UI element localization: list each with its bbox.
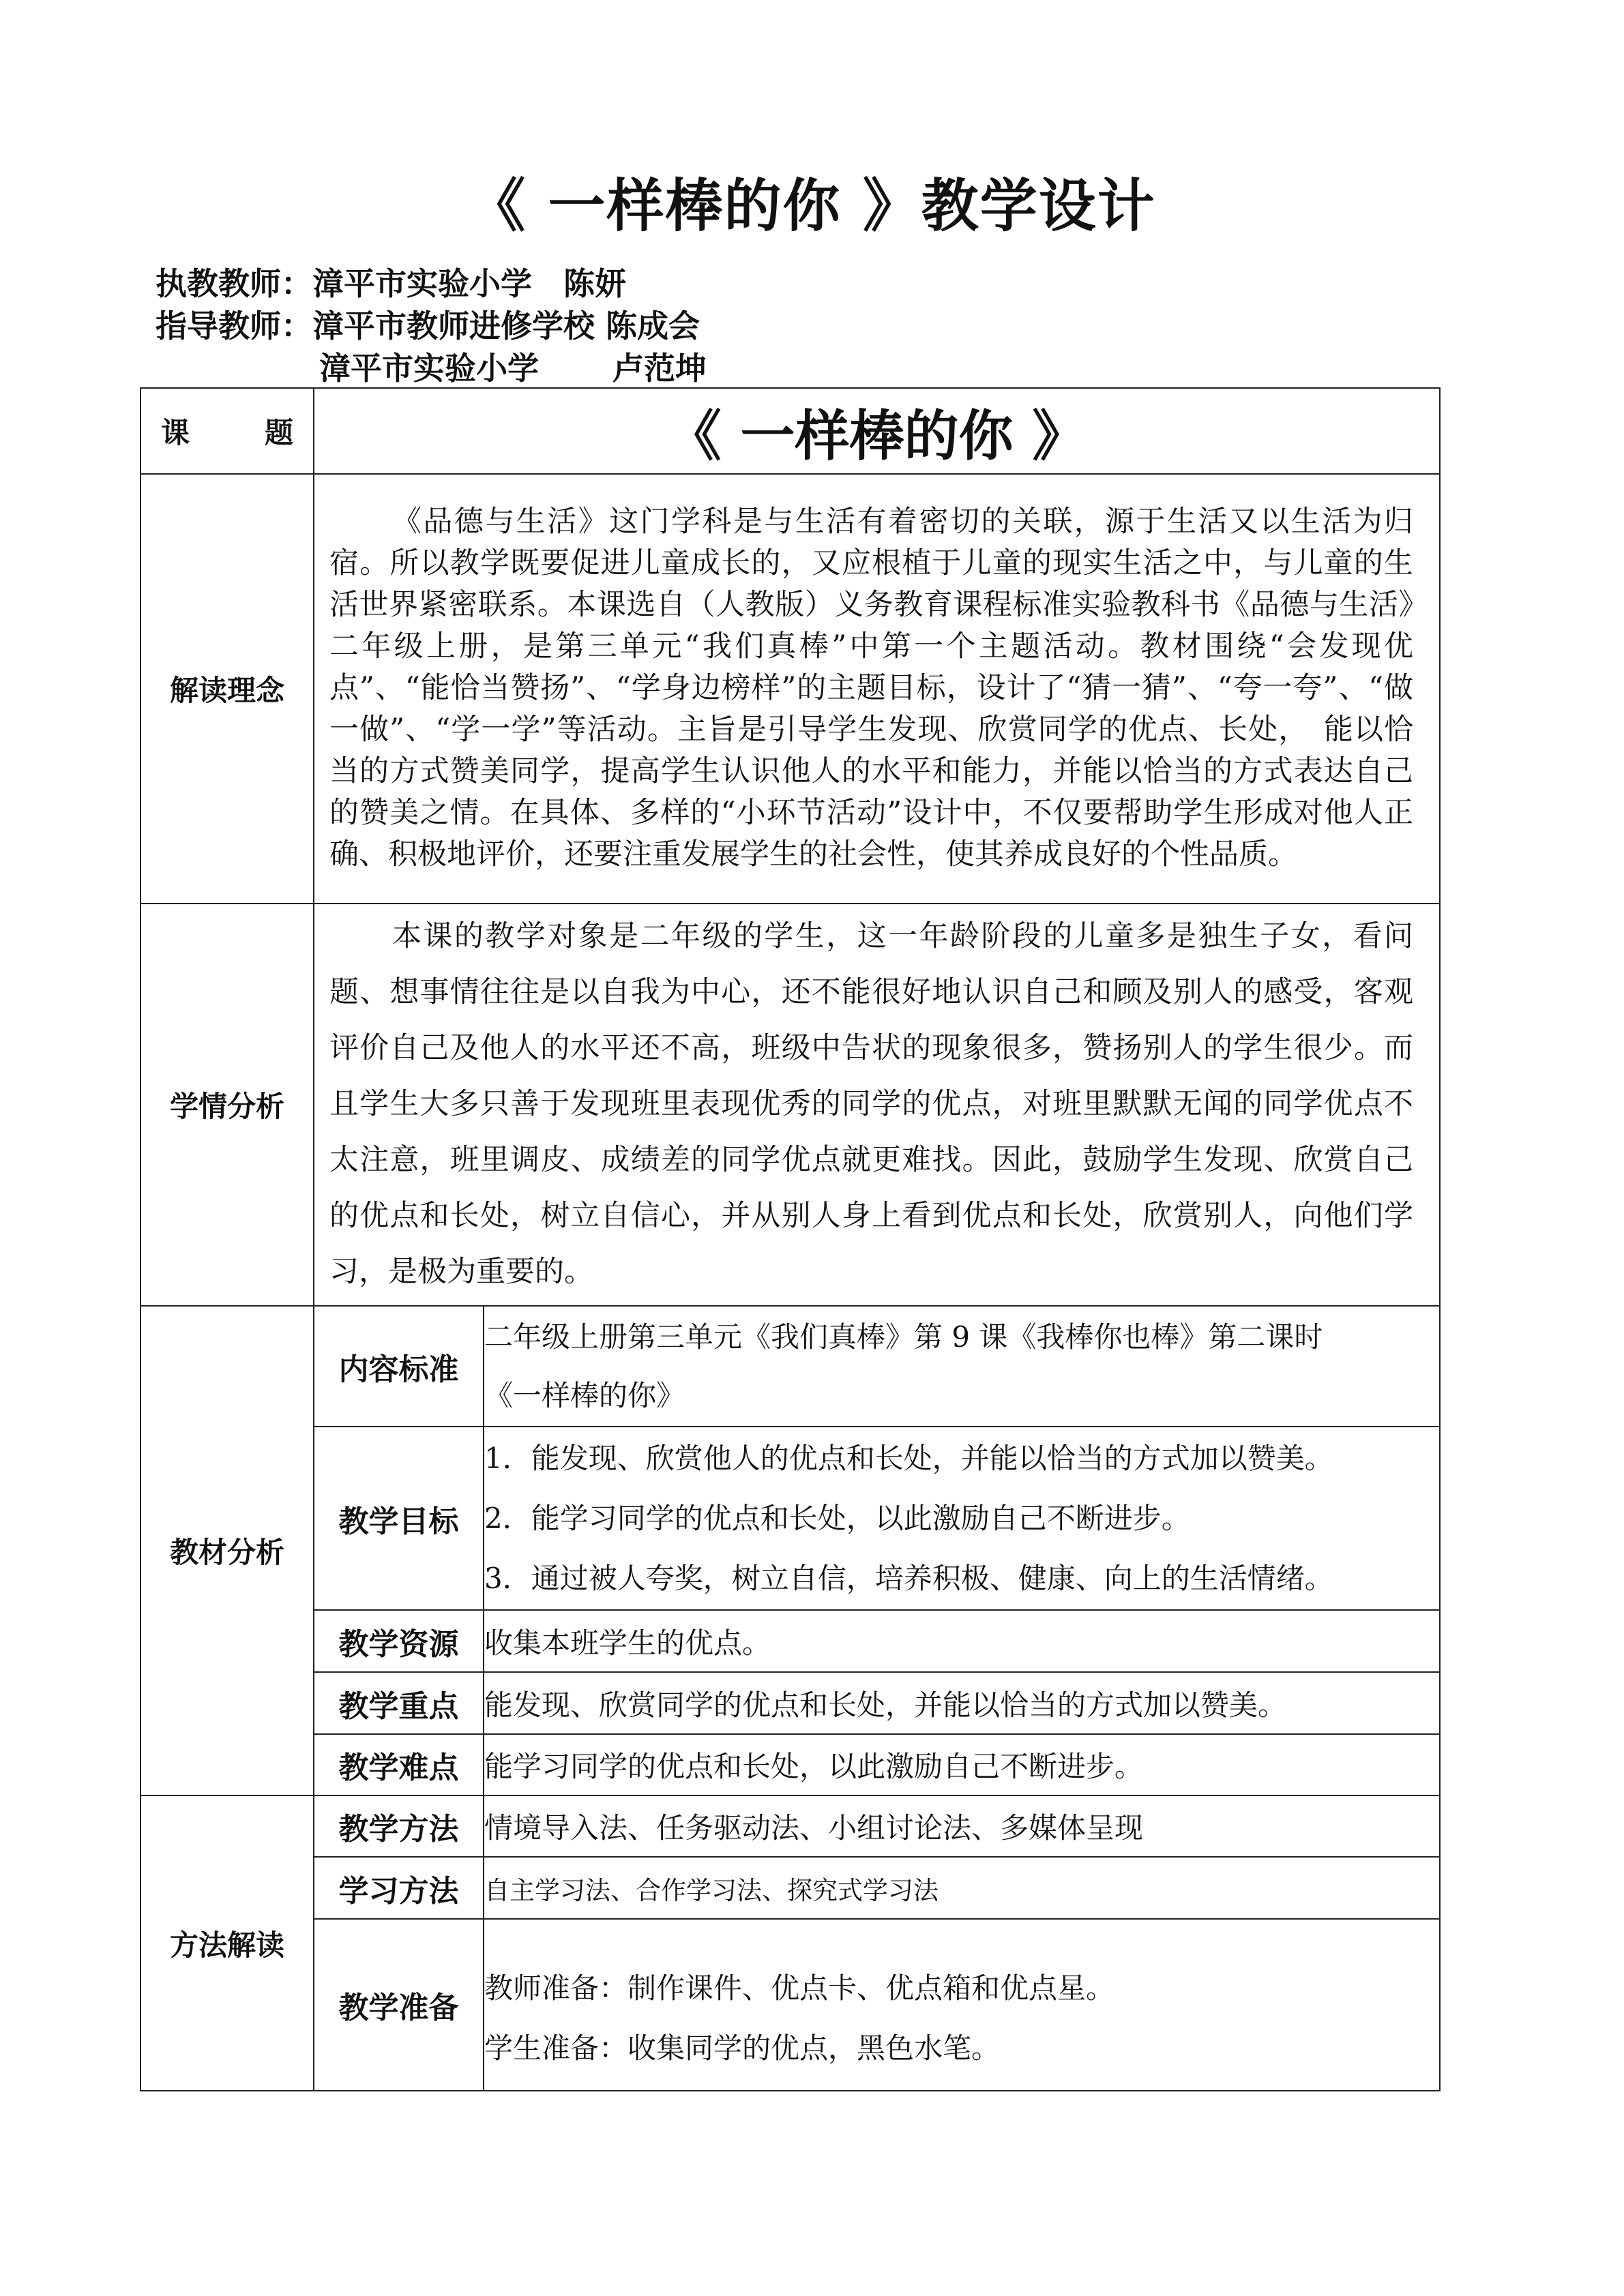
- material-label: 教材分析: [141, 1306, 314, 1795]
- teacher-label: 执教教师：: [156, 265, 312, 302]
- row-learning-method: [141, 1857, 1440, 1919]
- row-topic: [141, 388, 1440, 474]
- topic-value: 《 一样棒的你 》: [314, 388, 1440, 474]
- row-goals: [141, 1427, 1440, 1610]
- students-label: 学情分析: [141, 904, 314, 1306]
- philosophy-label: 解读理念: [141, 474, 314, 904]
- difficulty-label: 教学难点: [314, 1734, 484, 1795]
- difficulty-value: 能学习同学的优点和长处，以此激励自己不断进步。: [484, 1734, 1440, 1795]
- learning-method-label: 学习方法: [314, 1857, 484, 1919]
- row-resources: [141, 1610, 1440, 1672]
- teacher-line: [156, 259, 626, 304]
- teacher-value: 漳平市实验小学 陈妍: [312, 265, 626, 302]
- philosophy-cell: [314, 474, 1440, 904]
- student-preparation: 学生准备：收集同学的优点，黑色水笔。: [484, 2031, 1001, 2065]
- key-points-value: 能发现、欣赏同学的优点和长处，并能以恰当的方式加以赞美。: [484, 1672, 1440, 1734]
- goal-item: 1．能发现、欣赏他人的优点和长处，并能以恰当的方式加以赞美。: [484, 1441, 1333, 1475]
- row-students: [141, 904, 1440, 1306]
- advisor-line-2: [319, 344, 707, 389]
- philosophy-text: 《品德与生活》这门学科是与生活有着密切的关联，源于生活又以生活为归宿。所以教学既要促进儿童成长的，又应根植于儿童的现实生活之中，与儿童的生活世界紧密联系。本课选自（人教版）义务教育课程标准实验教科书《品德与生活》二年级上册，是第三单元“我们真棒”中第一个主题活动。教材围绕“会发现优点”、“能恰当赞扬”、“学身边榜样”的主题目标，设计了“猜一猜”、“夸一夸”、“做一做”、“学一学”等活动。主旨是引导学生发现、欣赏同学的优点、长处， 能以恰当的方式赞美同学，提高学生认识他人的水平和能力，并能以恰当的方式表达自己的赞美之情。在具体、多样的“小环节活动”设计中，不仅要帮助学生形成对他人正确、积极地评价，还要注重发展学生的社会性，使其养成良好的个性品质。: [329, 504, 1414, 871]
- lesson-plan-table: [140, 387, 1441, 2091]
- preparation-label: 教学准备: [314, 1919, 484, 2091]
- topic-label: 课 题: [141, 388, 314, 474]
- advisor-value-1: 漳平市教师进修学校 陈成会: [312, 308, 700, 344]
- resources-label: 教学资源: [314, 1610, 484, 1672]
- preparation-cell: [484, 1919, 1440, 2091]
- row-content-standard: [141, 1306, 1440, 1427]
- advisor-value-2: 漳平市实验小学 卢范坤: [319, 350, 707, 387]
- row-preparation: [141, 1919, 1440, 2091]
- content-line-1: 二年级上册第三单元《我们真棒》第 9 课《我棒你也棒》第二课时: [484, 1320, 1323, 1354]
- goal-item: 2．能学习同学的优点和长处，以此激励自己不断进步。: [484, 1501, 1190, 1535]
- content-standard-cell: [484, 1306, 1440, 1427]
- teaching-method-value: 情境导入法、任务驱动法、小组讨论法、多媒体呈现: [484, 1795, 1440, 1857]
- goals-label: 教学目标: [314, 1427, 484, 1610]
- row-difficulty: [141, 1734, 1440, 1795]
- teacher-preparation: 教师准备：制作课件、优点卡、优点箱和优点星。: [484, 1971, 1115, 2005]
- students-cell: [314, 904, 1440, 1306]
- row-philosophy: [141, 474, 1440, 904]
- learning-method-value: 自主学习法、合作学习法、探究式学习法: [484, 1857, 1440, 1919]
- content-standard-label: 内容标准: [314, 1306, 484, 1427]
- students-text: 本课的教学对象是二年级的学生，这一年龄阶段的儿童多是独生子女，看问题、想事情往往是以自我为中心，还不能很好地认识自己和顾及别人的感受，客观评价自己及他人的水平还不高，班级中告状的现象很多，赞扬别人的学生很少。而且学生大多只善于发现班里表现优秀的同学的优点，对班里默默无闻的同学优点不太注意，班里调皮、成绩差的同学优点就更难找。因此，鼓励学生发现、欣赏自己的优点和长处，树立自信心，并从别人身上看到优点和长处，欣赏别人，向他们学习，是极为重要的。: [329, 919, 1414, 1289]
- teaching-method-label: 教学方法: [314, 1795, 484, 1857]
- advisor-label: 指导教师：: [156, 308, 312, 344]
- goal-item: 3．通过被人夸奖，树立自信，培养积极、健康、向上的生活情绪。: [484, 1561, 1333, 1595]
- row-teaching-method: [141, 1795, 1440, 1857]
- document-title: 《 一样棒的你 》教学设计: [468, 173, 1156, 239]
- advisor-line: [156, 301, 700, 346]
- content-line-2: 《一样棒的你》: [484, 1378, 685, 1412]
- resources-value: 收集本班学生的优点。: [484, 1610, 1440, 1672]
- key-points-label: 教学重点: [314, 1672, 484, 1734]
- methods-label: 方法解读: [141, 1795, 314, 2091]
- goals-cell: [484, 1427, 1440, 1610]
- row-key-points: [141, 1672, 1440, 1734]
